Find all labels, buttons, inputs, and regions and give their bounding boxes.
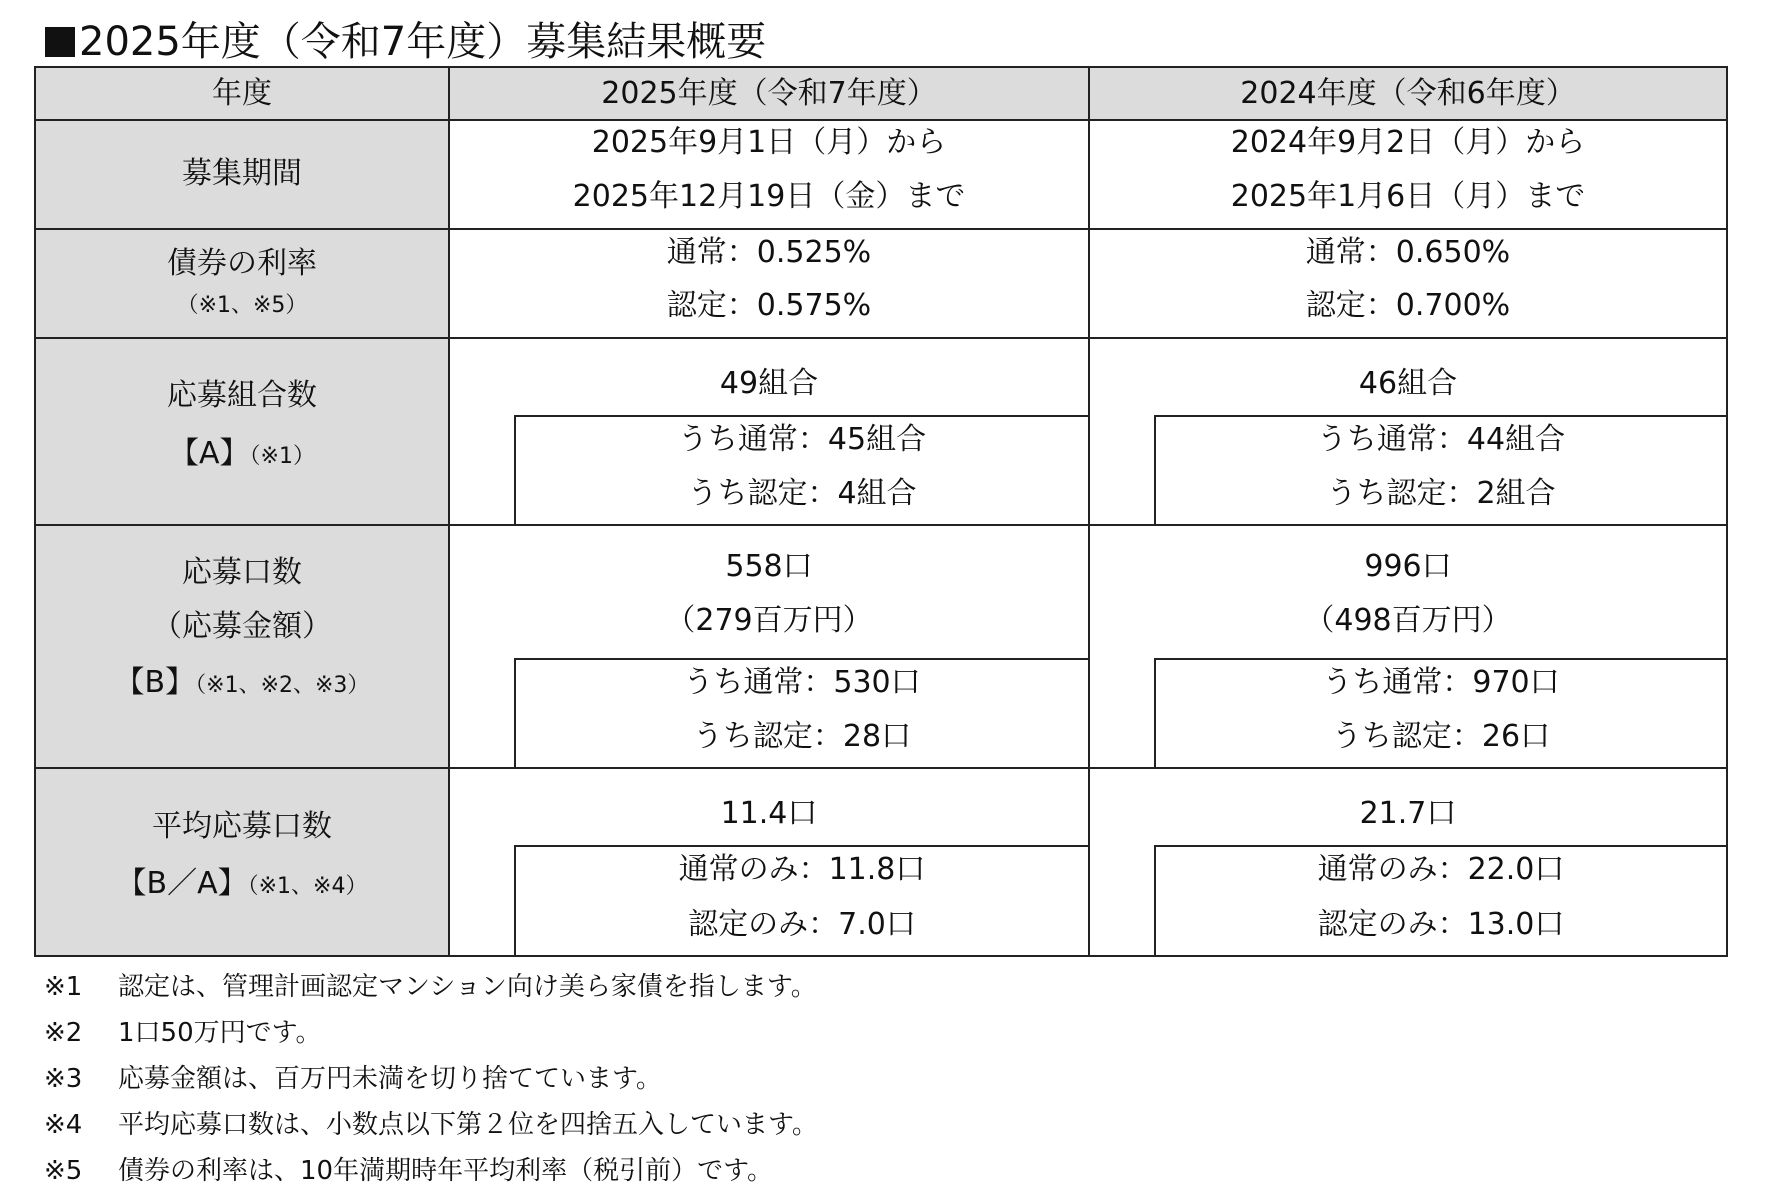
rate-2024-cell bbox=[1088, 228, 1728, 339]
footnote-text: 応募金額は、百万円未満を切り捨てています。 bbox=[118, 1064, 662, 1094]
units-2025-cert: うち認定：28口 bbox=[692, 719, 912, 754]
footnote bbox=[44, 1148, 818, 1194]
period-label: 募集期間 bbox=[182, 156, 302, 191]
header-2024: 2024年度（令和6年度） bbox=[1240, 76, 1576, 111]
units-label2: （応募金額） bbox=[152, 609, 332, 644]
units-label: 応募口数 bbox=[182, 555, 302, 590]
black-square-icon bbox=[45, 27, 75, 57]
units-2025-amount: （279百万円） bbox=[665, 603, 873, 638]
average-label: 平均応募口数 bbox=[152, 809, 332, 844]
units-2024-breakdown bbox=[1154, 658, 1728, 769]
footnote-mark: ※1 bbox=[44, 972, 83, 1002]
footnote-mark: ※5 bbox=[44, 1156, 83, 1186]
row-label-units bbox=[34, 524, 450, 769]
average-2025-normal: 通常のみ：11.8口 bbox=[678, 852, 926, 887]
header-label: 年度 bbox=[212, 76, 272, 111]
footnotes bbox=[44, 964, 818, 1194]
average-sublabel bbox=[36, 864, 448, 907]
header-label-cell bbox=[34, 66, 450, 121]
average-sublabel-note: （※1、※4） bbox=[247, 874, 368, 899]
period-2024-end: 2025年1月6日（月）まで bbox=[1230, 179, 1586, 214]
period-2025-end: 2025年12月19日（金）まで bbox=[572, 179, 966, 214]
row-label-average bbox=[34, 767, 450, 957]
rate-2024-cert: 認定：0.700% bbox=[1305, 288, 1511, 323]
rate-2025-normal: 通常：0.525% bbox=[666, 235, 872, 270]
groups-sublabel-main: 【A】 bbox=[169, 436, 250, 471]
groups-2025-normal: うち通常：45組合 bbox=[677, 422, 927, 457]
footnote bbox=[44, 1056, 818, 1102]
groups-2025-breakdown bbox=[514, 415, 1090, 526]
groups-sublabel-note: （※1） bbox=[249, 444, 315, 469]
average-2025-total: 11.4口 bbox=[720, 796, 818, 831]
footnote-mark: ※4 bbox=[44, 1110, 83, 1140]
average-2025-breakdown bbox=[514, 845, 1090, 957]
footnote-text: 平均応募口数は、小数点以下第２位を四捨五入しています。 bbox=[118, 1110, 818, 1140]
groups-2024-total: 46組合 bbox=[1358, 366, 1458, 401]
footnote-text: 1口50万円です。 bbox=[118, 1018, 322, 1048]
row-label-period bbox=[34, 119, 450, 230]
rate-label: 債券の利率 bbox=[167, 246, 317, 281]
groups-sublabel bbox=[36, 434, 448, 477]
period-2024-start: 2024年9月2日（月）から bbox=[1230, 125, 1586, 160]
units-sublabel-main: 【B】 bbox=[114, 665, 196, 700]
groups-2024-cert: うち認定：2組合 bbox=[1326, 476, 1556, 511]
footnote-mark: ※3 bbox=[44, 1064, 83, 1094]
results-table bbox=[34, 66, 1728, 957]
units-2024-cert: うち認定：26口 bbox=[1331, 719, 1551, 754]
footnote bbox=[44, 1102, 818, 1148]
average-2024-normal: 通常のみ：22.0口 bbox=[1317, 852, 1565, 887]
average-2024-total: 21.7口 bbox=[1359, 796, 1457, 831]
header-2025-cell bbox=[448, 66, 1090, 121]
footnote bbox=[44, 964, 818, 1010]
rate-sublabel: （※1、※5） bbox=[176, 293, 308, 318]
units-2025-breakdown bbox=[514, 658, 1090, 769]
period-2025-cell bbox=[448, 119, 1090, 230]
average-2024-cert: 認定のみ：13.0口 bbox=[1317, 907, 1565, 942]
average-2025-cert: 認定のみ：7.0口 bbox=[688, 907, 916, 942]
header-2025: 2025年度（令和7年度） bbox=[601, 76, 937, 111]
row-label-rate bbox=[34, 228, 450, 339]
row-label-groups bbox=[34, 337, 450, 526]
units-2024-normal: うち通常：970口 bbox=[1322, 665, 1560, 700]
units-2025-total: 558口 bbox=[725, 549, 813, 584]
groups-2025-total: 49組合 bbox=[719, 366, 819, 401]
rate-2025-cert: 認定：0.575% bbox=[666, 288, 872, 323]
footnote bbox=[44, 1010, 818, 1056]
page-title-text: 2025年度（令和7年度）募集結果概要 bbox=[79, 19, 767, 65]
units-sublabel-note: （※1、※2、※3） bbox=[195, 673, 370, 698]
groups-2024-breakdown bbox=[1154, 415, 1728, 526]
groups-label: 応募組合数 bbox=[167, 378, 317, 413]
page-title bbox=[45, 18, 766, 66]
units-2024-amount: （498百万円） bbox=[1304, 603, 1512, 638]
groups-2024-normal: うち通常：44組合 bbox=[1316, 422, 1566, 457]
average-2024-breakdown bbox=[1154, 845, 1728, 957]
footnote-text: 債券の利率は、10年満期時年平均利率（税引前）です。 bbox=[118, 1156, 774, 1186]
footnote-text: 認定は、管理計画認定マンション向け美ら家債を指します。 bbox=[118, 972, 817, 1002]
units-sublabel bbox=[36, 663, 448, 706]
average-sublabel-main: 【B／A】 bbox=[116, 866, 248, 901]
rate-2024-normal: 通常：0.650% bbox=[1305, 235, 1511, 270]
units-2024-total: 996口 bbox=[1364, 549, 1452, 584]
rate-2025-cell bbox=[448, 228, 1090, 339]
header-2024-cell bbox=[1088, 66, 1728, 121]
units-2025-normal: うち通常：530口 bbox=[683, 665, 921, 700]
groups-2025-cert: うち認定：4組合 bbox=[687, 476, 917, 511]
footnote-mark: ※2 bbox=[44, 1018, 83, 1048]
period-2024-cell bbox=[1088, 119, 1728, 230]
period-2025-start: 2025年9月1日（月）から bbox=[591, 125, 947, 160]
